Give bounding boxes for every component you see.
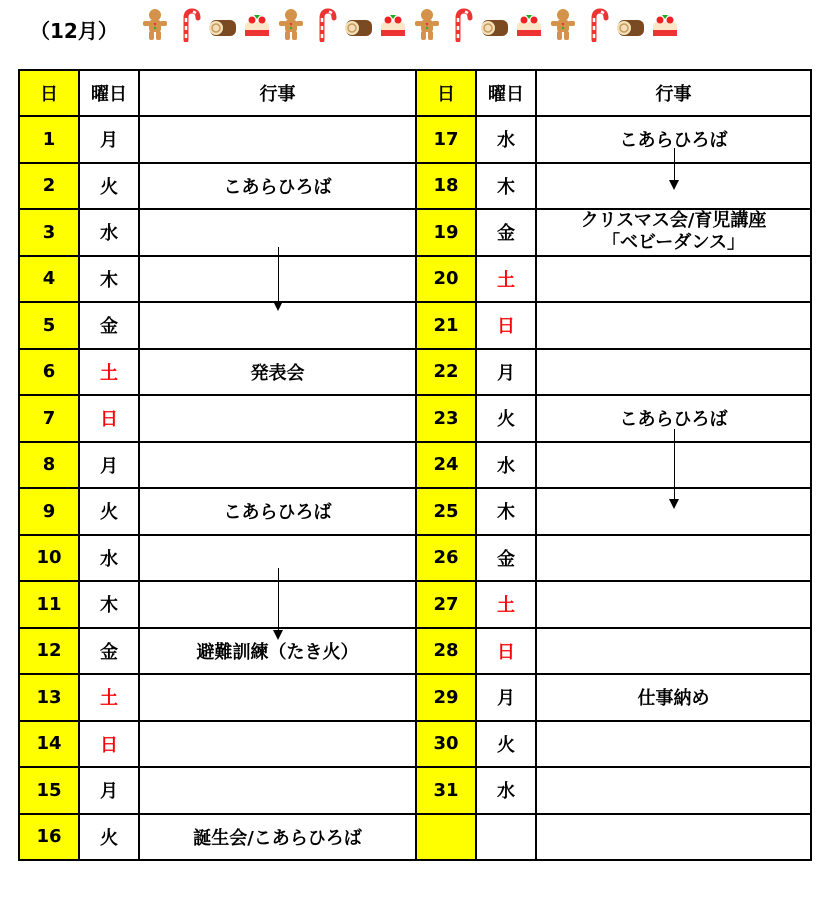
- strawberry-cake-icon: [378, 8, 408, 42]
- table-row: [19, 721, 811, 768]
- day-number: 5: [19, 302, 79, 349]
- candy-cane-icon: [310, 8, 340, 42]
- event-cell: [139, 395, 416, 442]
- weekday: 土: [79, 674, 139, 721]
- header-day: 日: [416, 70, 476, 116]
- continuation-arrow-icon: [278, 247, 279, 309]
- strawberry-cake-icon: [650, 8, 680, 42]
- weekday: 土: [79, 349, 139, 396]
- month-title: （12月）: [30, 19, 118, 43]
- candy-cane-icon: [582, 8, 612, 42]
- header-day: 日: [19, 70, 79, 116]
- weekday: 水: [476, 767, 536, 814]
- weekday: 火: [79, 163, 139, 210]
- event-cell: こあらひろば: [139, 163, 416, 210]
- day-number: 10: [19, 535, 79, 582]
- event-cell: [536, 814, 811, 861]
- event-cell: [536, 302, 811, 349]
- weekday: 金: [79, 302, 139, 349]
- continuation-arrow-icon: [674, 148, 675, 188]
- event-cell: 仕事納め: [536, 674, 811, 721]
- weekday: 火: [476, 721, 536, 768]
- day-number: 18: [416, 163, 476, 210]
- weekday: 水: [79, 535, 139, 582]
- event-cell: クリスマス会/育児講座 「ベビーダンス」: [536, 209, 811, 256]
- table-row: [19, 674, 811, 721]
- day-number: 7: [19, 395, 79, 442]
- day-number: 31: [416, 767, 476, 814]
- event-cell: こあらひろば: [536, 395, 811, 442]
- weekday: 月: [79, 116, 139, 163]
- day-number: 25: [416, 488, 476, 535]
- table-row: [19, 256, 811, 303]
- event-cell: [536, 349, 811, 396]
- event-cell: [536, 581, 811, 628]
- weekday: 木: [79, 581, 139, 628]
- day-number: 9: [19, 488, 79, 535]
- strawberry-cake-icon: [242, 8, 272, 42]
- yule-log-cake-icon: [344, 8, 374, 42]
- day-number: 26: [416, 535, 476, 582]
- table-row: [19, 767, 811, 814]
- gingerbread-man-icon: [548, 8, 578, 42]
- header-event: 行事: [139, 70, 416, 116]
- weekday: 日: [79, 721, 139, 768]
- strawberry-cake-icon: [514, 8, 544, 42]
- event-cell: [139, 256, 416, 303]
- event-cell: こあらひろば: [536, 116, 811, 163]
- weekday: 月: [476, 349, 536, 396]
- day-number: [416, 814, 476, 861]
- event-cell: [139, 674, 416, 721]
- weekday: 日: [79, 395, 139, 442]
- day-number: 17: [416, 116, 476, 163]
- table-row: [19, 395, 811, 442]
- day-number: 11: [19, 581, 79, 628]
- weekday: 木: [79, 256, 139, 303]
- header-weekday: 曜日: [79, 70, 139, 116]
- day-number: 16: [19, 814, 79, 861]
- day-number: 24: [416, 442, 476, 489]
- day-number: 30: [416, 721, 476, 768]
- weekday: 金: [476, 535, 536, 582]
- header-weekday: 曜日: [476, 70, 536, 116]
- day-number: 14: [19, 721, 79, 768]
- event-cell: [139, 302, 416, 349]
- day-number: 21: [416, 302, 476, 349]
- weekday: 水: [79, 209, 139, 256]
- weekday: 日: [476, 628, 536, 675]
- weekday: 木: [476, 488, 536, 535]
- event-cell: [536, 442, 811, 489]
- yule-log-cake-icon: [480, 8, 510, 42]
- table-row: [19, 581, 811, 628]
- weekday: 木: [476, 163, 536, 210]
- table-header-row: [19, 70, 811, 116]
- event-cell: こあらひろば: [139, 488, 416, 535]
- event-cell: [536, 535, 811, 582]
- day-number: 27: [416, 581, 476, 628]
- december-schedule-table: [18, 69, 812, 861]
- table-row: [19, 442, 811, 489]
- event-cell: [139, 767, 416, 814]
- table-row: [19, 302, 811, 349]
- weekday: 水: [476, 442, 536, 489]
- candy-cane-icon: [446, 8, 476, 42]
- weekday: 土: [476, 581, 536, 628]
- weekday: 土: [476, 256, 536, 303]
- event-cell: [536, 488, 811, 535]
- day-number: 29: [416, 674, 476, 721]
- event-cell: [536, 256, 811, 303]
- gingerbread-man-icon: [140, 8, 170, 42]
- table-row: [19, 628, 811, 675]
- weekday: 水: [476, 116, 536, 163]
- event-cell: [536, 721, 811, 768]
- event-cell: 発表会: [139, 349, 416, 396]
- day-number: 28: [416, 628, 476, 675]
- day-number: 4: [19, 256, 79, 303]
- day-number: 3: [19, 209, 79, 256]
- gingerbread-man-icon: [412, 8, 442, 42]
- weekday: 金: [476, 209, 536, 256]
- table-row: [19, 535, 811, 582]
- candy-cane-icon: [174, 8, 204, 42]
- day-number: 12: [19, 628, 79, 675]
- day-number: 19: [416, 209, 476, 256]
- day-number: 6: [19, 349, 79, 396]
- event-cell: [139, 116, 416, 163]
- weekday: [476, 814, 536, 861]
- table-row: [19, 349, 811, 396]
- day-number: 23: [416, 395, 476, 442]
- yule-log-cake-icon: [616, 8, 646, 42]
- weekday: 火: [79, 814, 139, 861]
- table-row: [19, 488, 811, 535]
- weekday: 月: [476, 674, 536, 721]
- event-cell: [536, 163, 811, 210]
- day-number: 20: [416, 256, 476, 303]
- day-number: 2: [19, 163, 79, 210]
- event-cell: [139, 442, 416, 489]
- event-cell: 避難訓練（たき火）: [139, 628, 416, 675]
- weekday: 日: [476, 302, 536, 349]
- day-number: 13: [19, 674, 79, 721]
- gingerbread-man-icon: [276, 8, 306, 42]
- header-event: 行事: [536, 70, 811, 116]
- event-cell: [536, 767, 811, 814]
- day-number: 15: [19, 767, 79, 814]
- day-number: 8: [19, 442, 79, 489]
- weekday: 月: [79, 767, 139, 814]
- table-row: [19, 209, 811, 256]
- yule-log-cake-icon: [208, 8, 238, 42]
- event-cell: 誕生会/こあらひろば: [139, 814, 416, 861]
- table-row: [19, 163, 811, 210]
- event-cell: [139, 581, 416, 628]
- christmas-decorations: [140, 8, 680, 42]
- weekday: 火: [79, 488, 139, 535]
- table-row: [19, 814, 811, 861]
- weekday: 火: [476, 395, 536, 442]
- day-number: 1: [19, 116, 79, 163]
- weekday: 月: [79, 442, 139, 489]
- table-row: [19, 116, 811, 163]
- weekday: 金: [79, 628, 139, 675]
- event-cell: [536, 628, 811, 675]
- day-number: 22: [416, 349, 476, 396]
- event-cell: [139, 721, 416, 768]
